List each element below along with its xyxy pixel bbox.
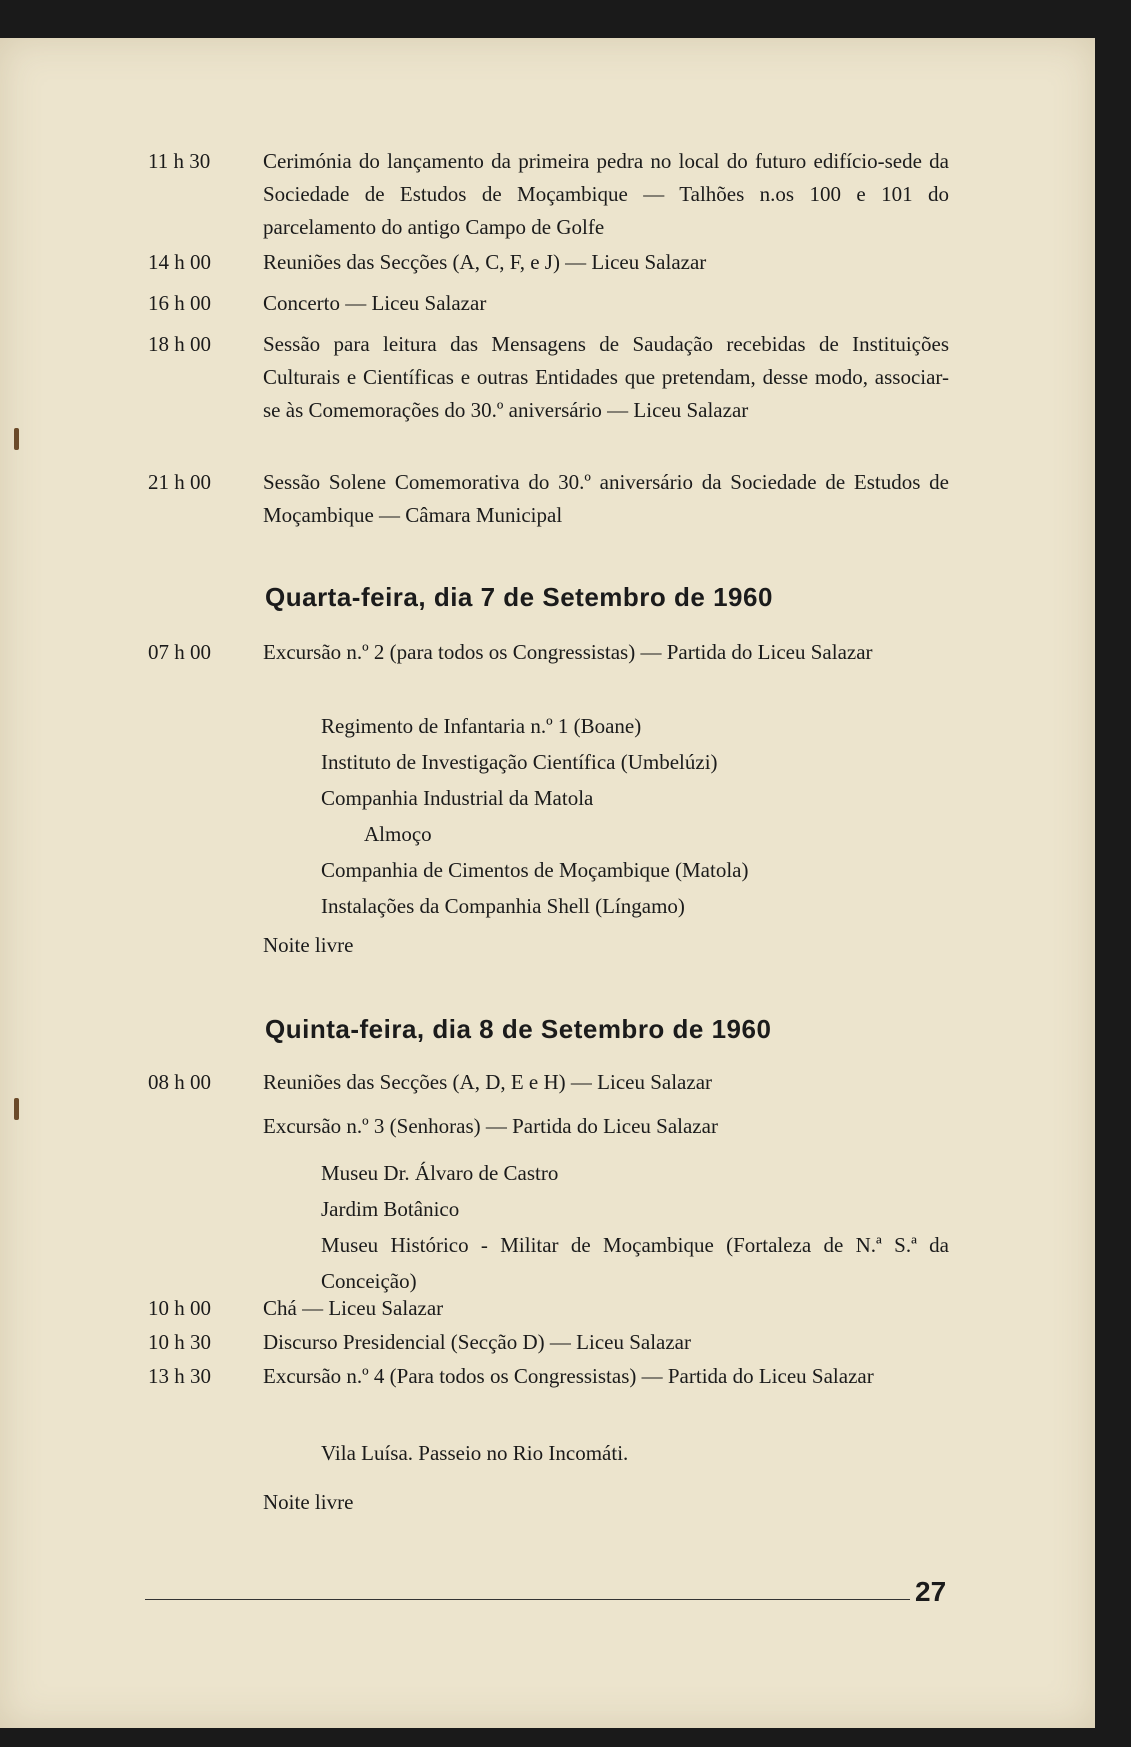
stop-item: Almoço: [364, 822, 432, 846]
free-evening: Noite livre: [263, 1490, 354, 1514]
entry-text: Sessão para leitura das Mensagens de Saudação recebidas de Instituições Culturais e Científicas e outras Entidades que pretendam, desse modo, associar-se às Comemorações do 30.º aniversário — Liceu Salazar: [263, 332, 949, 422]
day-heading-wednesday: Quarta-feira, dia 7 de Setembro de 1960: [265, 582, 773, 612]
entry-time: 16 h 00: [148, 291, 211, 315]
entry-time: 13 h 30: [148, 1364, 211, 1388]
entry-time: 10 h 00: [148, 1296, 211, 1320]
page-number: 27: [915, 1576, 947, 1607]
stop-item: Instituto de Investigação Científica (Umbelúzi): [321, 750, 718, 774]
stop-item: Companhia Industrial da Matola: [321, 786, 594, 810]
footer-rule: [145, 1599, 910, 1600]
entry-time: 18 h 00: [148, 332, 211, 356]
excursion-stops-list: [321, 1155, 949, 1299]
entry-text: Cerimónia do lançamento da primeira pedra no local do futuro edifício-sede da Sociedade de Estudos de Moçambique — Talhões n.os 100 e 101 do parcelamento do antigo Campo de Golfe: [263, 149, 949, 239]
entry-time: 14 h 00: [148, 250, 211, 274]
stop-item: Museu Histórico - Militar de Moçambique (Fortaleza de N.ª S.ª da Conceição): [321, 1233, 949, 1293]
entry-time: 11 h 30: [148, 149, 211, 173]
entry-time: 10 h 30: [148, 1330, 211, 1354]
free-evening: Noite livre: [263, 933, 354, 957]
entry-time: 21 h 00: [148, 470, 211, 494]
entry-text: Chá — Liceu Salazar: [263, 1296, 444, 1320]
entry-text: Excursão n.º 2 (para todos os Congressistas) — Partida do Liceu Salazar: [263, 640, 873, 664]
stop-item: Jardim Botânico: [321, 1197, 460, 1221]
margin-mark: [14, 1098, 19, 1120]
entry-text: Excursão n.º 3 (Senhoras) — Partida do Liceu Salazar: [263, 1114, 718, 1138]
stop-item: Vila Luísa. Passeio no Rio Incomáti.: [321, 1441, 629, 1465]
stop-item: Regimento de Infantaria n.º 1 (Boane): [321, 714, 642, 738]
stop-item: Companhia de Cimentos de Moçambique (Matola): [321, 858, 749, 882]
document-page: [0, 38, 1095, 1728]
margin-mark: [14, 428, 19, 450]
excursion-stops-list: [321, 1435, 949, 1471]
stop-item: Instalações da Companhia Shell (Língamo): [321, 894, 685, 918]
entry-text: Reuniões das Secções (A, C, F, e J) — Liceu Salazar: [263, 250, 707, 274]
day-heading-thursday: Quinta-feira, dia 8 de Setembro de 1960: [265, 1014, 772, 1044]
entry-text: Discurso Presidencial (Secção D) — Liceu Salazar: [263, 1330, 691, 1354]
entry-text: Concerto — Liceu Salazar: [263, 291, 487, 315]
entry-text: Sessão Solene Comemorativa do 30.º aniversário da Sociedade de Estudos de Moçambique — Câmara Municipal: [263, 470, 949, 527]
entry-text: Excursão n.º 4 (Para todos os Congressistas) — Partida do Liceu Salazar: [263, 1364, 874, 1388]
stop-item: Museu Dr. Álvaro de Castro: [321, 1161, 559, 1185]
entry-time: 07 h 00: [148, 640, 211, 664]
excursion-stops-list: [321, 708, 949, 924]
entry-text: Reuniões das Secções (A, D, E e H) — Liceu Salazar: [263, 1070, 713, 1094]
entry-time: 08 h 00: [148, 1070, 211, 1094]
